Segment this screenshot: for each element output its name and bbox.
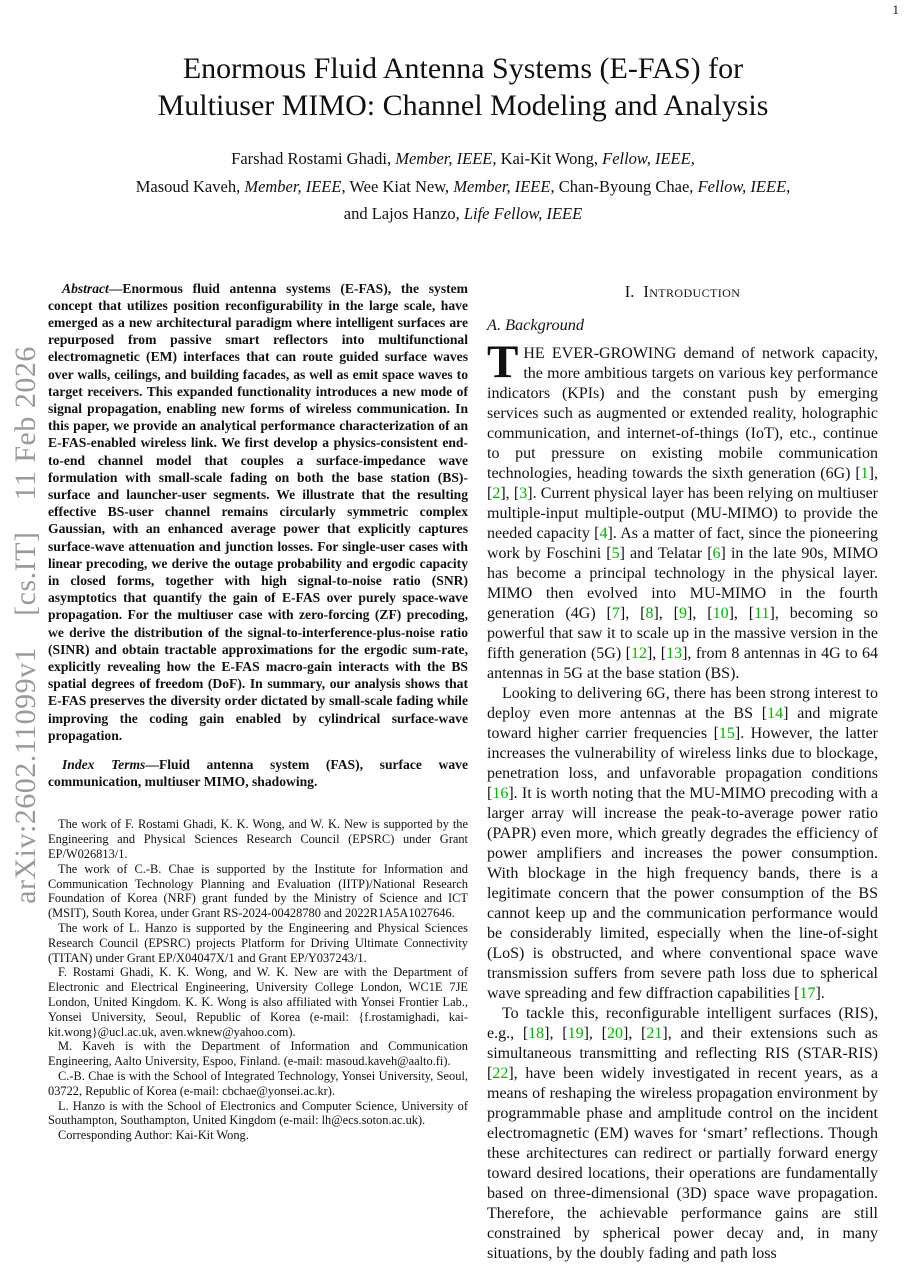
author-block (48, 145, 878, 228)
author-name: , Wee Kiat New, (341, 176, 454, 196)
paper-title (48, 50, 878, 124)
introduction-body (487, 335, 879, 1264)
author-line-1 (48, 145, 878, 173)
author-role-italic: Fellow, IEEE (697, 176, 787, 196)
author-name: Masoud Kaveh, (135, 176, 245, 196)
footnote-corresponding-author: Corresponding Author: Kai-Kit Wong. (58, 1128, 249, 1143)
footnote-affiliation-yonsei: C.-B. Chae is with the School of Integrated Technology, Yonsei University, Seoul, 03722, Republic of Korea (e-mail: cbchae@yonsei.ac.kr). (48, 1068, 468, 1098)
author-role-italic: Member, IEEE (244, 176, 342, 196)
author-role-italic: Life Fellow, IEEE (463, 204, 583, 223)
page-number: 1 (892, 2, 899, 17)
footnote-funding-hanzo: The work of L. Hanzo is supported by the Engineering and Physical Sciences Research Council (EPSRC) projects Platform for Driving Ultimate Connectivity (TITAN) under Grant EP/X04047X/1 and Grant EP/Y037243/1. (48, 920, 468, 965)
citation-link[interactable]: 1 (860, 464, 869, 482)
author-name: , Kai-Kit Wong, (492, 149, 603, 168)
right-column (487, 280, 878, 1264)
citation-link[interactable]: 20 (606, 1024, 623, 1042)
first-page-footnotes (48, 817, 468, 1143)
intro-paragraph-1 (487, 335, 879, 684)
author-role-italic: Member, IEEE (453, 176, 551, 196)
intro-paragraph-3: To tackle this, reconfigurable intelligent surfaces (RIS), e.g., [18], [19], [20], [21], and their extensions such as simultaneous transmitting and reflecting RIS (STAR-RIS) [22], have been widely investigated in recent years, as a means of reshaping the wireless propagation environment by programmable phase and amplitude control on the incident electromagnetic (EM) waves for ‘smart’ reflections. Though these architectures can redirect or partially forward energy toward desired locations, their operations are fundamentally based on three-dimensional (3D) space wave propagation. Therefore, the achievable performance gains are still constrained by spherical power decay and, in many situations, by the doubly fading and path loss (487, 1004, 879, 1262)
author-name: , (690, 149, 695, 168)
author-name: , (786, 176, 791, 196)
citation-link[interactable]: 2 (492, 484, 501, 502)
citation-link[interactable]: 7 (611, 604, 620, 622)
citation-link[interactable]: 18 (528, 1024, 545, 1042)
citation-link[interactable]: 6 (712, 544, 721, 562)
two-column-body (48, 280, 878, 1264)
citation-link[interactable]: 5 (611, 544, 620, 562)
author-role-italic: Fellow, IEEE (602, 149, 691, 168)
arxiv-watermark: arXiv:2602.11099v1 [cs.IT] 11 Feb 2026 (9, 346, 42, 904)
author-name: Farshad Rostami Ghadi, (231, 149, 396, 168)
intro-paragraph-1-text: HE EVER-GROWING demand of network capacity, the more ambitious targets on various key performance indicators (KPIs) and the constant push by emerging services such as augmented or extended reality, holographic communication, and internet-of-things (IoT), etc., continue to put pressure on existing mobile communication technologies, heading towards the sixth generation (6G) [1], [2], [3]. Current physical layer has been relying on multiuser multiple-input multiple-output (MU-MIMO) to provide the needed capacity [4]. As a matter of fact, since the pioneering work by Foschini [5] and Telatar [6] in the late 90s, MIMO has become a principal technology in the physical layer. MIMO then evolved into MU-MIMO in the fourth generation (4G) [7], [8], [9], [10], [11], becoming so powerful that saw it to scale up in the massive version in the fifth generation (5G) [12], [13], from 8 antennas in 4G to 64 antennas in 5G at the base station (BS). (487, 344, 879, 682)
citation-link[interactable]: 10 (712, 604, 729, 622)
author-name: and Lajos Hanzo, (343, 204, 464, 223)
citation-link[interactable]: 14 (767, 704, 784, 722)
citation-link[interactable]: 16 (492, 784, 509, 802)
footnote-affiliation-ucl: F. Rostami Ghadi, K. K. Wong, and W. K. New are with the Department of Electronic and Electrical Engineering, University College London, WC1E 7JE London, United Kingdom. K. K. Wong is also affiliated with Yonsei Frontier Lab., Yonsei University, Seoul, Republic of Korea (e-mail: {f.rostamighadi, kai-kit.wong}@ucl.ac.uk, aven.wknew@yahoo.com). (48, 965, 468, 1039)
citation-link[interactable]: 21 (646, 1024, 663, 1042)
index-terms-label: Index Terms (62, 756, 146, 772)
citation-link[interactable]: 3 (519, 484, 528, 502)
drop-cap: T (487, 335, 519, 388)
left-column (48, 280, 468, 1143)
footnote-affiliation-aalto: M. Kaveh is with the Department of Information and Communication Engineering, Aalto University, Espoo, Finland. (e-mail: masoud.kaveh@aalto.fi). (48, 1039, 468, 1069)
paper-page (48, 50, 878, 1264)
subsection-heading-background: A. Background (487, 314, 585, 334)
footnote-funding-iitp: The work of C.-B. Chae is supported by the Institute for Information and Communication Technology Planning and Evaluation (IITP)/National Research Foundation of Korea (NRF) grant funded by the Ministry of Science and ICT (MSIT), South Korea, under Grant RS-2024-00428780 and 2022R1A5A1027646. (48, 861, 468, 921)
citation-link[interactable]: 12 (630, 644, 647, 662)
citation-link[interactable]: 9 (679, 604, 687, 622)
author-name: , Chan-Byoung Chae, (550, 176, 698, 196)
citation-link[interactable]: 19 (567, 1024, 584, 1042)
footnote-funding-epsrc: The work of F. Rostami Ghadi, K. K. Wong, and W. K. New is supported by the Engineering and Physical Sciences Research Council (EPSRC) under Grant EP/W026813/1. (48, 817, 468, 861)
abstract-label: Abstract (62, 280, 109, 296)
paper-title-line-2: Multiuser MIMO: Channel Modeling and Analysis (157, 89, 769, 122)
citation-link[interactable]: 8 (645, 604, 654, 622)
citation-link[interactable]: 15 (718, 724, 735, 742)
index-terms-text: —Fluid antenna system (FAS), surface wave communication, multiuser MIMO, shadowing. (48, 756, 468, 790)
citation-link[interactable]: 4 (599, 524, 608, 542)
citation-link[interactable]: 11 (754, 604, 770, 622)
section-title: Introduction (643, 281, 741, 301)
footnote-affiliation-southampton: L. Hanzo is with the School of Electronics and Computer Science, University of Southampton, Southampton, United Kingdom (e-mail: lh@ecs.soton.ac.uk). (48, 1098, 468, 1128)
paper-title-line-1: Enormous Fluid Antenna Systems (E-FAS) for (182, 52, 744, 85)
author-line-3 (48, 200, 878, 228)
abstract-paragraph (48, 280, 468, 744)
citation-link[interactable]: 22 (492, 1064, 509, 1082)
citation-link[interactable]: 13 (666, 644, 683, 662)
abstract-text: —Enormous fluid antenna systems (E-FAS), the system concept that utilizes position reconfigurability in the large scale, have emerged as a new architectural paradigm where intelligent surfaces are repurposed from passive smart reflectors into multifunctional electromagnetic (EM) interfaces that can route guided surface waves over walls, ceilings, and building facades, as well as emit space waves to target receivers. This expanded functionality introduces a new mode of signal propagation, enabling new forms of wireless communication. In this paper, we provide an analytical performance characterization of an E-FAS-enabled wireless link. We first develop a physics-consistent end-to-end channel model that couples a surface-impedance wave formulation with small-scale fading on both the base station (BS)-surface and launcher-user segments. We illustrate that the resulting effective BS-user channel remains circularly symmetric complex Gaussian, with an enhanced average power that explicitly captures surface-wave attenuation and junction losses. For single-user cases with linear precoding, we derive the outage probability and ergodic capacity in closed forms, together with high signal-to-noise ratio (SNR) asymptotics that quantify the gain of E-FAS over purely space-wave propagation. For the multiuser case with zero-forcing (ZF) precoding, we derive the distribution of the signal-to-interference-plus-noise ratio (SINR) and obtain tractable approximations for the ergodic sum-rate, explicitly revealing how the E-FAS macro-gain interacts with the BS spatial degrees of freedom (DoF). In summary, our analysis shows that E-FAS preserves the diversity order dictated by small-scale fading while improving the coding gain enabled by cylindrical surface-wave propagation. (48, 280, 468, 743)
index-terms-paragraph (48, 756, 468, 790)
intro-paragraph-2: Looking to delivering 6G, there has been strong interest to deploy even more antennas at the BS [14] and migrate toward higher carrier frequencies [15]. However, the latter increases the vulnerability of wireless links due to blockage, penetration loss, and unfavorable propagation conditions [16]. It is worth noting that the MU-MIMO precoding with a larger array will increase the peak-to-average power ratio (PAPR) even more, which greatly degrades the efficiency of power amplifiers and increases the power consumption. With blockage in the high frequency bands, there is a legitimate concern that the power consumption of the BS cannot keep up and the communication performance would be considerably limited, especially when the line-of-sight (LoS) is obstructed, and where conventional space wave transmission suffers from severe path loss due to spherical wave spreading and few diffraction capabilities [17]. (487, 684, 879, 1002)
citation-link[interactable]: 17 (799, 984, 816, 1002)
section-heading-introduction (487, 282, 878, 302)
author-line-2 (48, 173, 878, 201)
section-number: I. (624, 281, 635, 301)
author-role-italic: Member, IEEE (395, 149, 493, 168)
